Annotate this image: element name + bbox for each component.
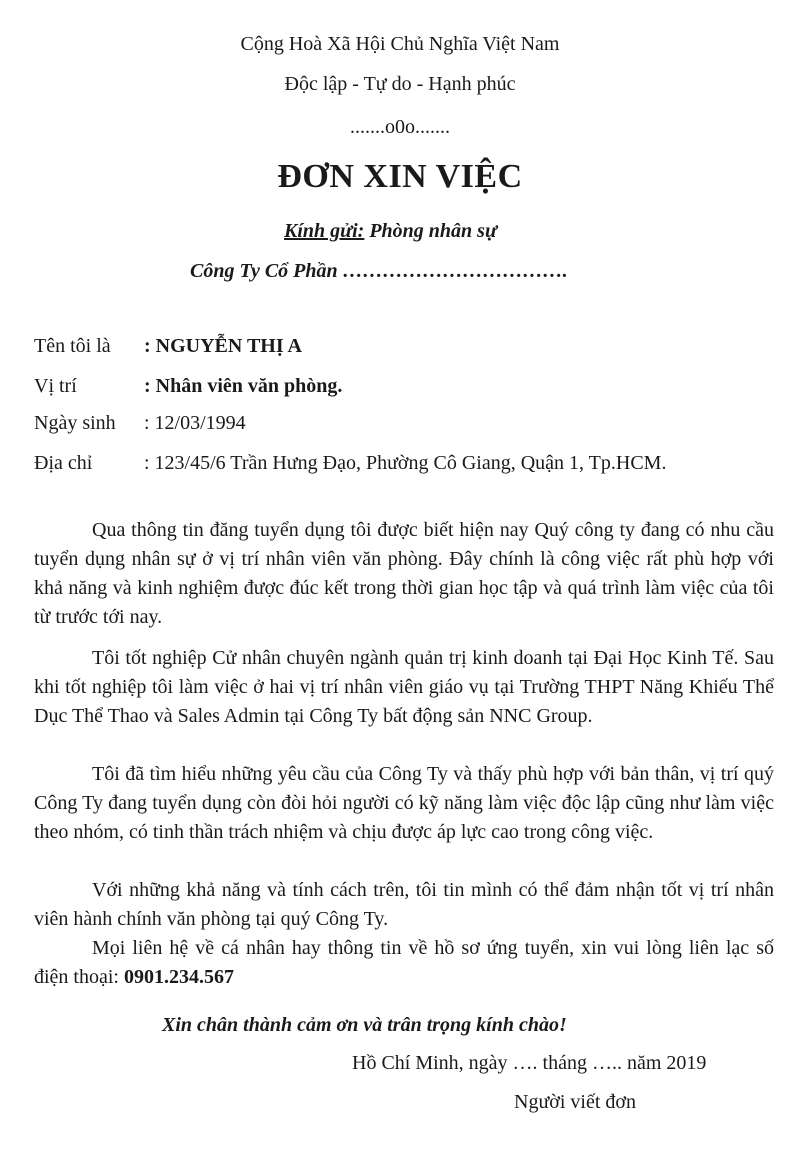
info-row-address <box>34 452 666 475</box>
recipient-company: Công Ty Cổ Phần ……………………………. <box>190 260 568 282</box>
info-row-position <box>34 375 342 398</box>
closing-thanks: Xin chân thành cảm ơn và trân trọng kính chào! <box>162 1014 567 1036</box>
country-name: Cộng Hoà Xã Hội Chủ Nghĩa Việt Nam <box>240 33 560 55</box>
national-motto: Độc lập - Tự do - Hạnh phúc <box>284 73 516 95</box>
phone-number: 0901.234.567 <box>123 966 234 988</box>
paragraph-contact <box>34 934 774 992</box>
paragraph-requirements: Tôi đã tìm hiểu những yêu cầu của Công Ty và thấy phù hợp với bản thân, vị trí quý Công Ty đang tuyển dụng còn đòi hỏi người có kỹ năng làm việc độc lập cũng như làm việc theo nhóm, có tinh thần trách nhiệm và chịu được áp lực cao trong công việc. <box>34 763 774 843</box>
contact-text: Mọi liên hệ về cá nhân hay thông tin về hồ sơ ứng tuyển, xin vui lòng liên lạc số điện thoại: <box>34 937 774 988</box>
date-line: Hồ Chí Minh, ngày …. tháng ….. năm 2019 <box>352 1052 707 1074</box>
info-label: Tên tôi là <box>34 335 111 357</box>
document-title: ĐƠN XIN VIỆC <box>277 158 523 195</box>
info-label: Địa chỉ <box>34 452 93 474</box>
header-ornament: .......o0o....... <box>350 116 450 138</box>
recipient-label: Kính gửi: <box>284 220 365 242</box>
info-value: : NGUYỄN THỊ A <box>144 335 302 357</box>
info-label: Ngày sinh <box>34 412 116 434</box>
paragraph-ability: Với những khả năng và tính cách trên, tôi tin mình có thể đảm nhận tốt vị trí nhân viên hành chính văn phòng tại quý Công Ty. <box>34 879 774 930</box>
info-row-birthdate <box>34 412 246 435</box>
recipient-line <box>284 220 497 243</box>
info-label: Vị trí <box>34 375 77 397</box>
info-value: : 123/45/6 Trần Hưng Đạo, Phường Cô Giang, Quận 1, Tp.HCM. <box>144 452 667 474</box>
info-value: : 12/03/1994 <box>144 412 246 434</box>
info-row-name <box>34 335 302 358</box>
info-value: : Nhân viên văn phòng. <box>144 375 343 397</box>
paragraph-intro: Qua thông tin đăng tuyển dụng tôi được biết hiện nay Quý công ty đang có nhu cầu tuyển dụng nhân sự ở vị trí nhân viên văn phòng. Đây chính là công việc rất phù hợp với khả năng và kinh nghiệm được đúc kết trong thời gian học tập và quá trình làm việc của tôi từ trước tới nay. <box>34 519 774 628</box>
signer-label: Người viết đơn <box>514 1091 636 1113</box>
paragraph-education: Tôi tốt nghiệp Cử nhân chuyên ngành quản trị kinh doanh tại Đại Học Kinh Tế. Sau khi tốt nghiệp tôi làm việc ở hai vị trí nhân viên giáo vụ tại Trường THPT Năng Khiếu Thể Dục Thể Thao và Sales Admin tại Công Ty bất động sản NNC Group. <box>34 647 774 727</box>
recipient-department: Phòng nhân sự <box>364 220 497 242</box>
